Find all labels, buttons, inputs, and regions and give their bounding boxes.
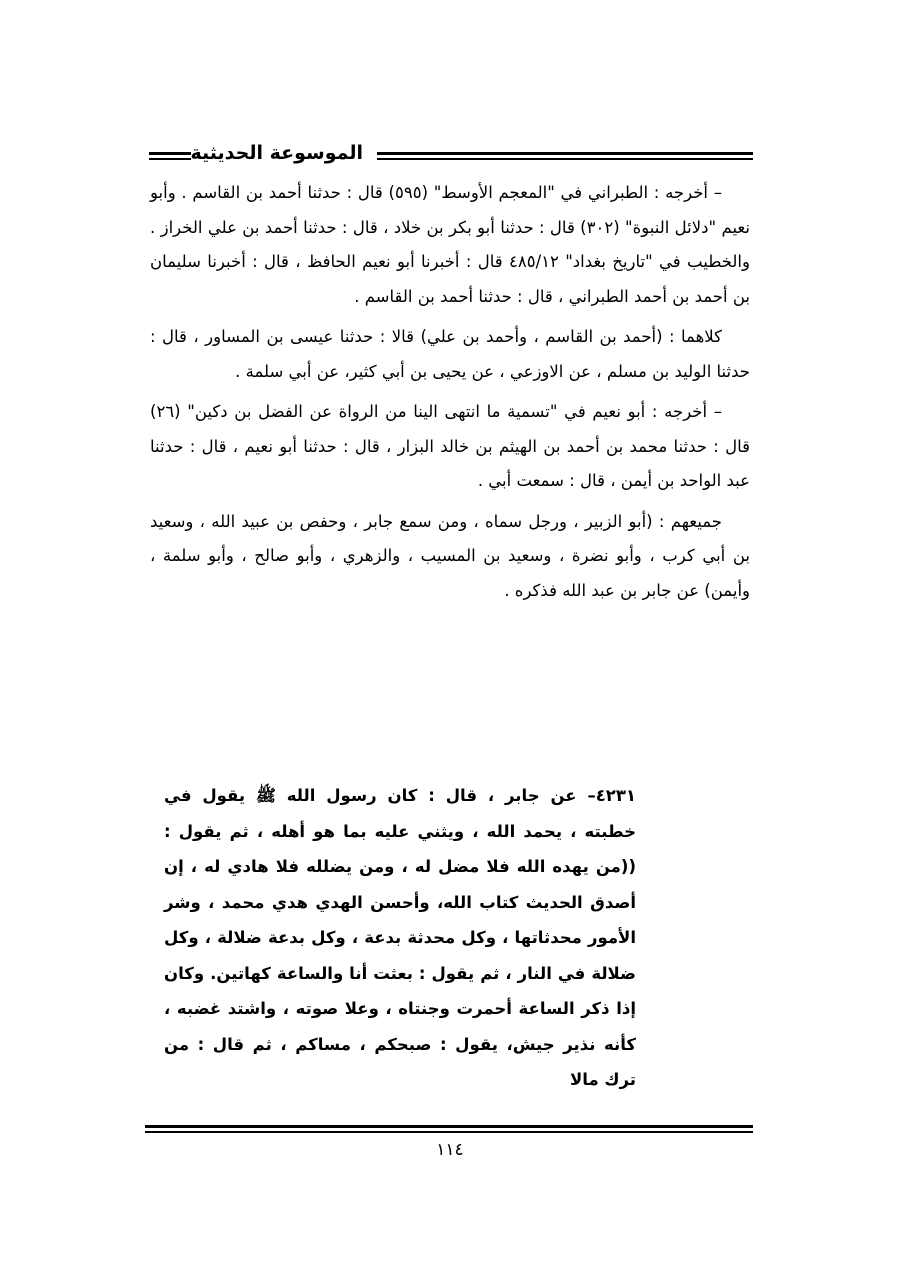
header-rule-right-thin [377,158,753,160]
notes-paragraph: جميعهم : (أبو الزبير ، ورجل سماه ، ومن سمع جابر ، وحفص بن عبيد الله ، وسعيد بن أبي كرب ، وأبو نضرة ، وسعيد بن المسيب ، والزهري ، وأبو صالح ، وأبو سلمة ، وأيمن) عن جابر بن عبد الله فذكره . [150,511,750,600]
book-title: الموسوعة الحديثية [190,142,363,164]
footer-rule-thick [145,1125,753,1128]
footer-rule-thin [145,1131,753,1133]
header-rule-left-thick [149,152,191,155]
notes-paragraph: – أخرجه : الطبراني في "المعجم الأوسط" (٥٩٥) قال : حدثنا أحمد بن القاسم . وأبو نعيم "دلائل النبوة" (٣٠٢) قال : حدثنا أبو بكر بن خلاد ، قال : حدثنا أحمد بن علي الخراز . والخطيب في "تاريخ بغداد" ٤٨٥/١٢ قال : أخبرنا أبو نعيم الحافظ ، قال : أخبرنا سليمان بن أحمد بن أحمد الطبراني ، قال : حدثنا أحمد بن القاسم . [150,183,750,306]
takhrij-notes [150,176,750,614]
header-rule-right-thick [377,152,753,155]
page-number: ١١٤ [436,1140,464,1160]
running-header [145,140,753,176]
notes-paragraph: – أخرجه : أبو نعيم في "تسمية ما انتهى الينا من الرواة عن الفضل بن دكين" (٢٦) قال : حدثنا محمد بن أحمد بن الهيثم بن خالد البزار ، قال : حدثنا أبو نعيم ، قال : حدثنا عبد الواحد بن أيمن ، قال : سمعت أبي . [150,402,750,490]
notes-paragraph: كلاهما : (أحمد بن القاسم ، وأحمد بن علي) قالا : حدثنا عيسى بن المساور ، قال : حدثنا الوليد بن مسلم ، عن الاوزعي ، عن يحيى بن أبي كثير، عن أبي سلمة . [150,327,750,381]
header-rule-left-thin [149,158,191,160]
hadith-paragraph: ٤٢٣١– عن جابر ، قال : كان رسول الله ﷺ يقول في خطبته ، يحمد الله ، ويثني عليه بما هو أهله ، ثم يقول : ((من يهده الله فلا مضل له ، ومن يضلله فلا هادي له ، إن أصدق الحديث كتاب الله، وأحسن الهدي هدي محمد ، وشر الأمور محدثاتها ، وكل محدثة بدعة ، وكل بدعة ضلالة ، وكل ضلالة في النار ، ثم يقول : بعثت أنا والساعة كهاتين. وكان إذا ذكر الساعة أحمرت وجنتاه ، وعلا صوته ، واشتد غضبه ، كأنه نذير جيش، يقول : صبحكم ، مساكم ، ثم قال : من ترك مالا [164,786,636,1089]
hadith-text-block [150,778,750,1098]
